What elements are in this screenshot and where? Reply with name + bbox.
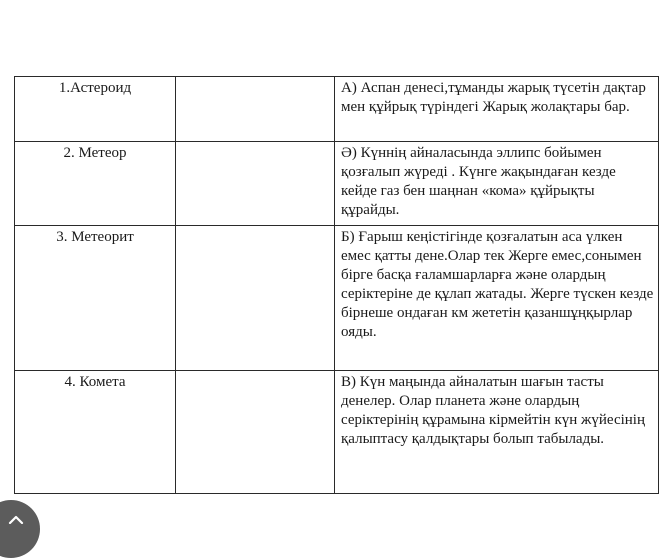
definition-cell: В) Күн маңында айналатын шағын тасты денелер. Олар планета және олардың серіктерінің құрамына кірмейтін күн жүйесінің қалыптасу қалдықтары болып табылады. <box>335 371 659 494</box>
term-cell: 1.Астероид <box>15 77 176 142</box>
term-cell: 4. Комета <box>15 371 176 494</box>
answer-cell <box>176 142 335 226</box>
matching-table <box>14 76 659 494</box>
table-row <box>15 226 659 371</box>
chevron-up-icon <box>8 514 24 524</box>
definition-cell: Б) Ғарыш кеңістігінде қозғалатын аса үлкен емес қатты дене.Олар тек Жерге емес,сонымен бірге басқа ғаламшарларға және олардың серіктеріне де құлап жатады. Жерге түскен кезде бірнеше ондаған км жететін қазаншұңқырлар ояды. <box>335 226 659 371</box>
answer-cell <box>176 371 335 494</box>
definition-cell: Ә) Күннің айналасында эллипс бойымен қозғалып жүреді . Күнге жақындаған кезде кейде газ бен шаңнан «кома» құйрықты құрайды. <box>335 142 659 226</box>
scroll-button[interactable] <box>0 500 40 558</box>
definition-cell: А) Аспан денесі,тұманды жарық түсетін дақтар мен құйрық түріндегі Жарық жолақтары бар. <box>335 77 659 142</box>
term-cell: 3. Метеорит <box>15 226 176 371</box>
table-row <box>15 142 659 226</box>
answer-cell <box>176 77 335 142</box>
answer-cell <box>176 226 335 371</box>
table-row <box>15 371 659 494</box>
term-cell: 2. Метеор <box>15 142 176 226</box>
table-row <box>15 77 659 142</box>
